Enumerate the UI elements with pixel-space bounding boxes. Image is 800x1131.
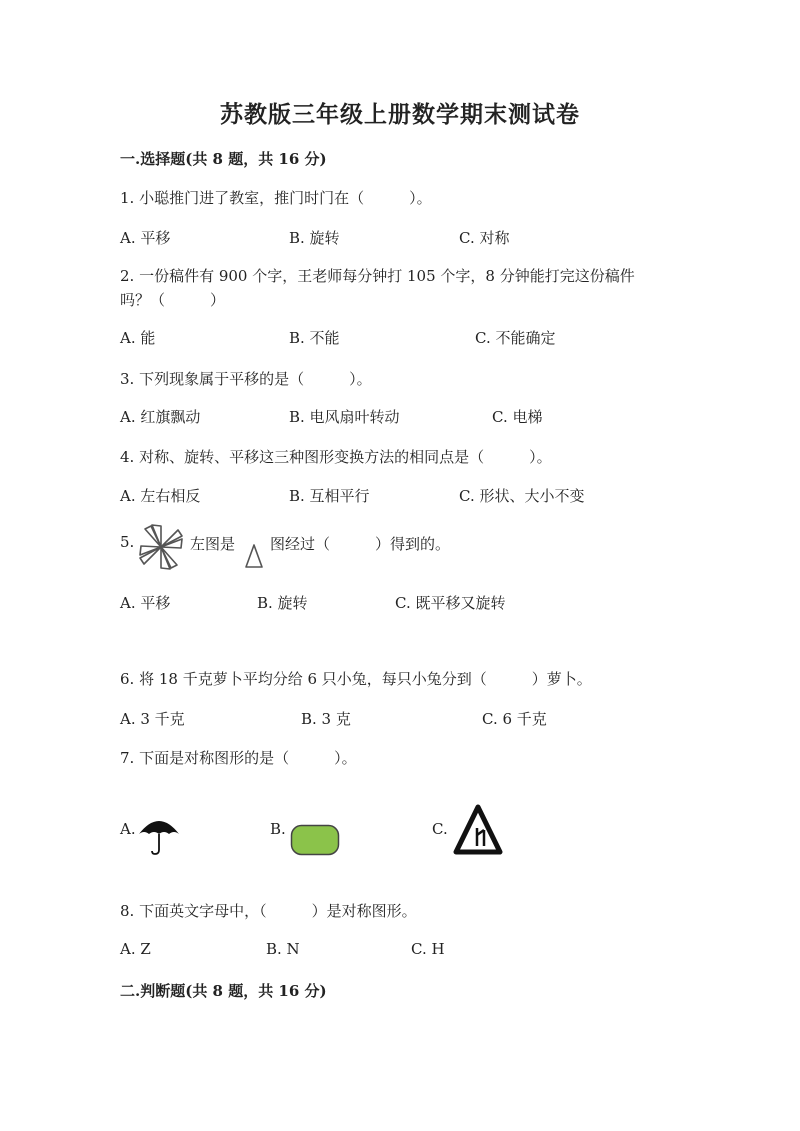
- umbrella-icon: [137, 812, 181, 856]
- question-3: 3. 下列现象属于平移的是（ ）。: [120, 370, 372, 388]
- q8-option-c: C. H: [411, 940, 445, 958]
- q6-option-a: A. 3 千克: [120, 710, 185, 728]
- q7-option-c: C.: [432, 820, 448, 838]
- q7-option-b: B.: [270, 820, 286, 838]
- q8-option-a: A. Z: [120, 940, 151, 958]
- q4-option-b: B. 互相平行: [289, 487, 370, 505]
- q1-option-c: C. 对称: [459, 229, 510, 247]
- rounded-rectangle-figure: [290, 824, 340, 856]
- q2-option-c: C. 不能确定: [475, 329, 556, 347]
- q5-text-left: 左图是: [190, 535, 236, 553]
- q6-option-c: C. 6 千克: [482, 710, 547, 728]
- question-4: 4. 对称、旋转、平移这三种图形变换方法的相同点是（ ）。: [120, 448, 552, 466]
- q5-number: 5.: [120, 533, 135, 551]
- question-7: 7. 下面是对称图形的是（ ）。: [120, 749, 357, 767]
- pinwheel-figure: [138, 522, 184, 572]
- question-1: 1. 小聪推门进了教室，推门时门在（ ）。: [120, 189, 432, 207]
- q2-option-b: B. 不能: [289, 329, 340, 347]
- q2-option-a: A. 能: [120, 329, 156, 347]
- q8-option-b: B. N: [266, 940, 300, 958]
- question-8: 8. 下面英文字母中，（ ）是对称图形。: [120, 902, 417, 920]
- q1-option-a: A. 平移: [120, 229, 171, 247]
- q6-option-b: B. 3 克: [301, 710, 351, 728]
- q7-option-a: A.: [120, 820, 136, 838]
- triangle-figure: [244, 543, 264, 569]
- q3-option-c: C. 电梯: [492, 408, 543, 426]
- page-title: 苏教版三年级上册数学期末测试卷: [220, 101, 580, 128]
- q5-option-a: A. 平移: [120, 594, 171, 612]
- q3-option-a: A. 红旗飘动: [120, 408, 201, 426]
- question-6: 6. 将 18 千克萝卜平均分给 6 只小兔，每只小兔分到（ ）萝卜。: [120, 670, 592, 688]
- q5-option-b: B. 旋转: [257, 594, 308, 612]
- q1-option-b: B. 旋转: [289, 229, 340, 247]
- question-2: 2. 一份稿件有 900 个字，王老师每分钟打 105 个字，8 分钟能打完这份稿件吗？（ ）: [120, 267, 635, 309]
- section-heading-choice: 一.选择题(共 8 题，共 16 分): [120, 150, 327, 168]
- q4-option-a: A. 左右相反: [120, 487, 201, 505]
- q4-option-c: C. 形状、大小不变: [459, 487, 585, 505]
- q5-option-c: C. 既平移又旋转: [395, 594, 506, 612]
- q5-text-right: 图经过（ ）得到的。: [270, 535, 451, 553]
- warning-sign-icon: [453, 804, 503, 856]
- q3-option-b: B. 电风扇叶转动: [289, 408, 400, 426]
- section-heading-judgment: 二.判断题(共 8 题，共 16 分): [120, 982, 327, 1000]
